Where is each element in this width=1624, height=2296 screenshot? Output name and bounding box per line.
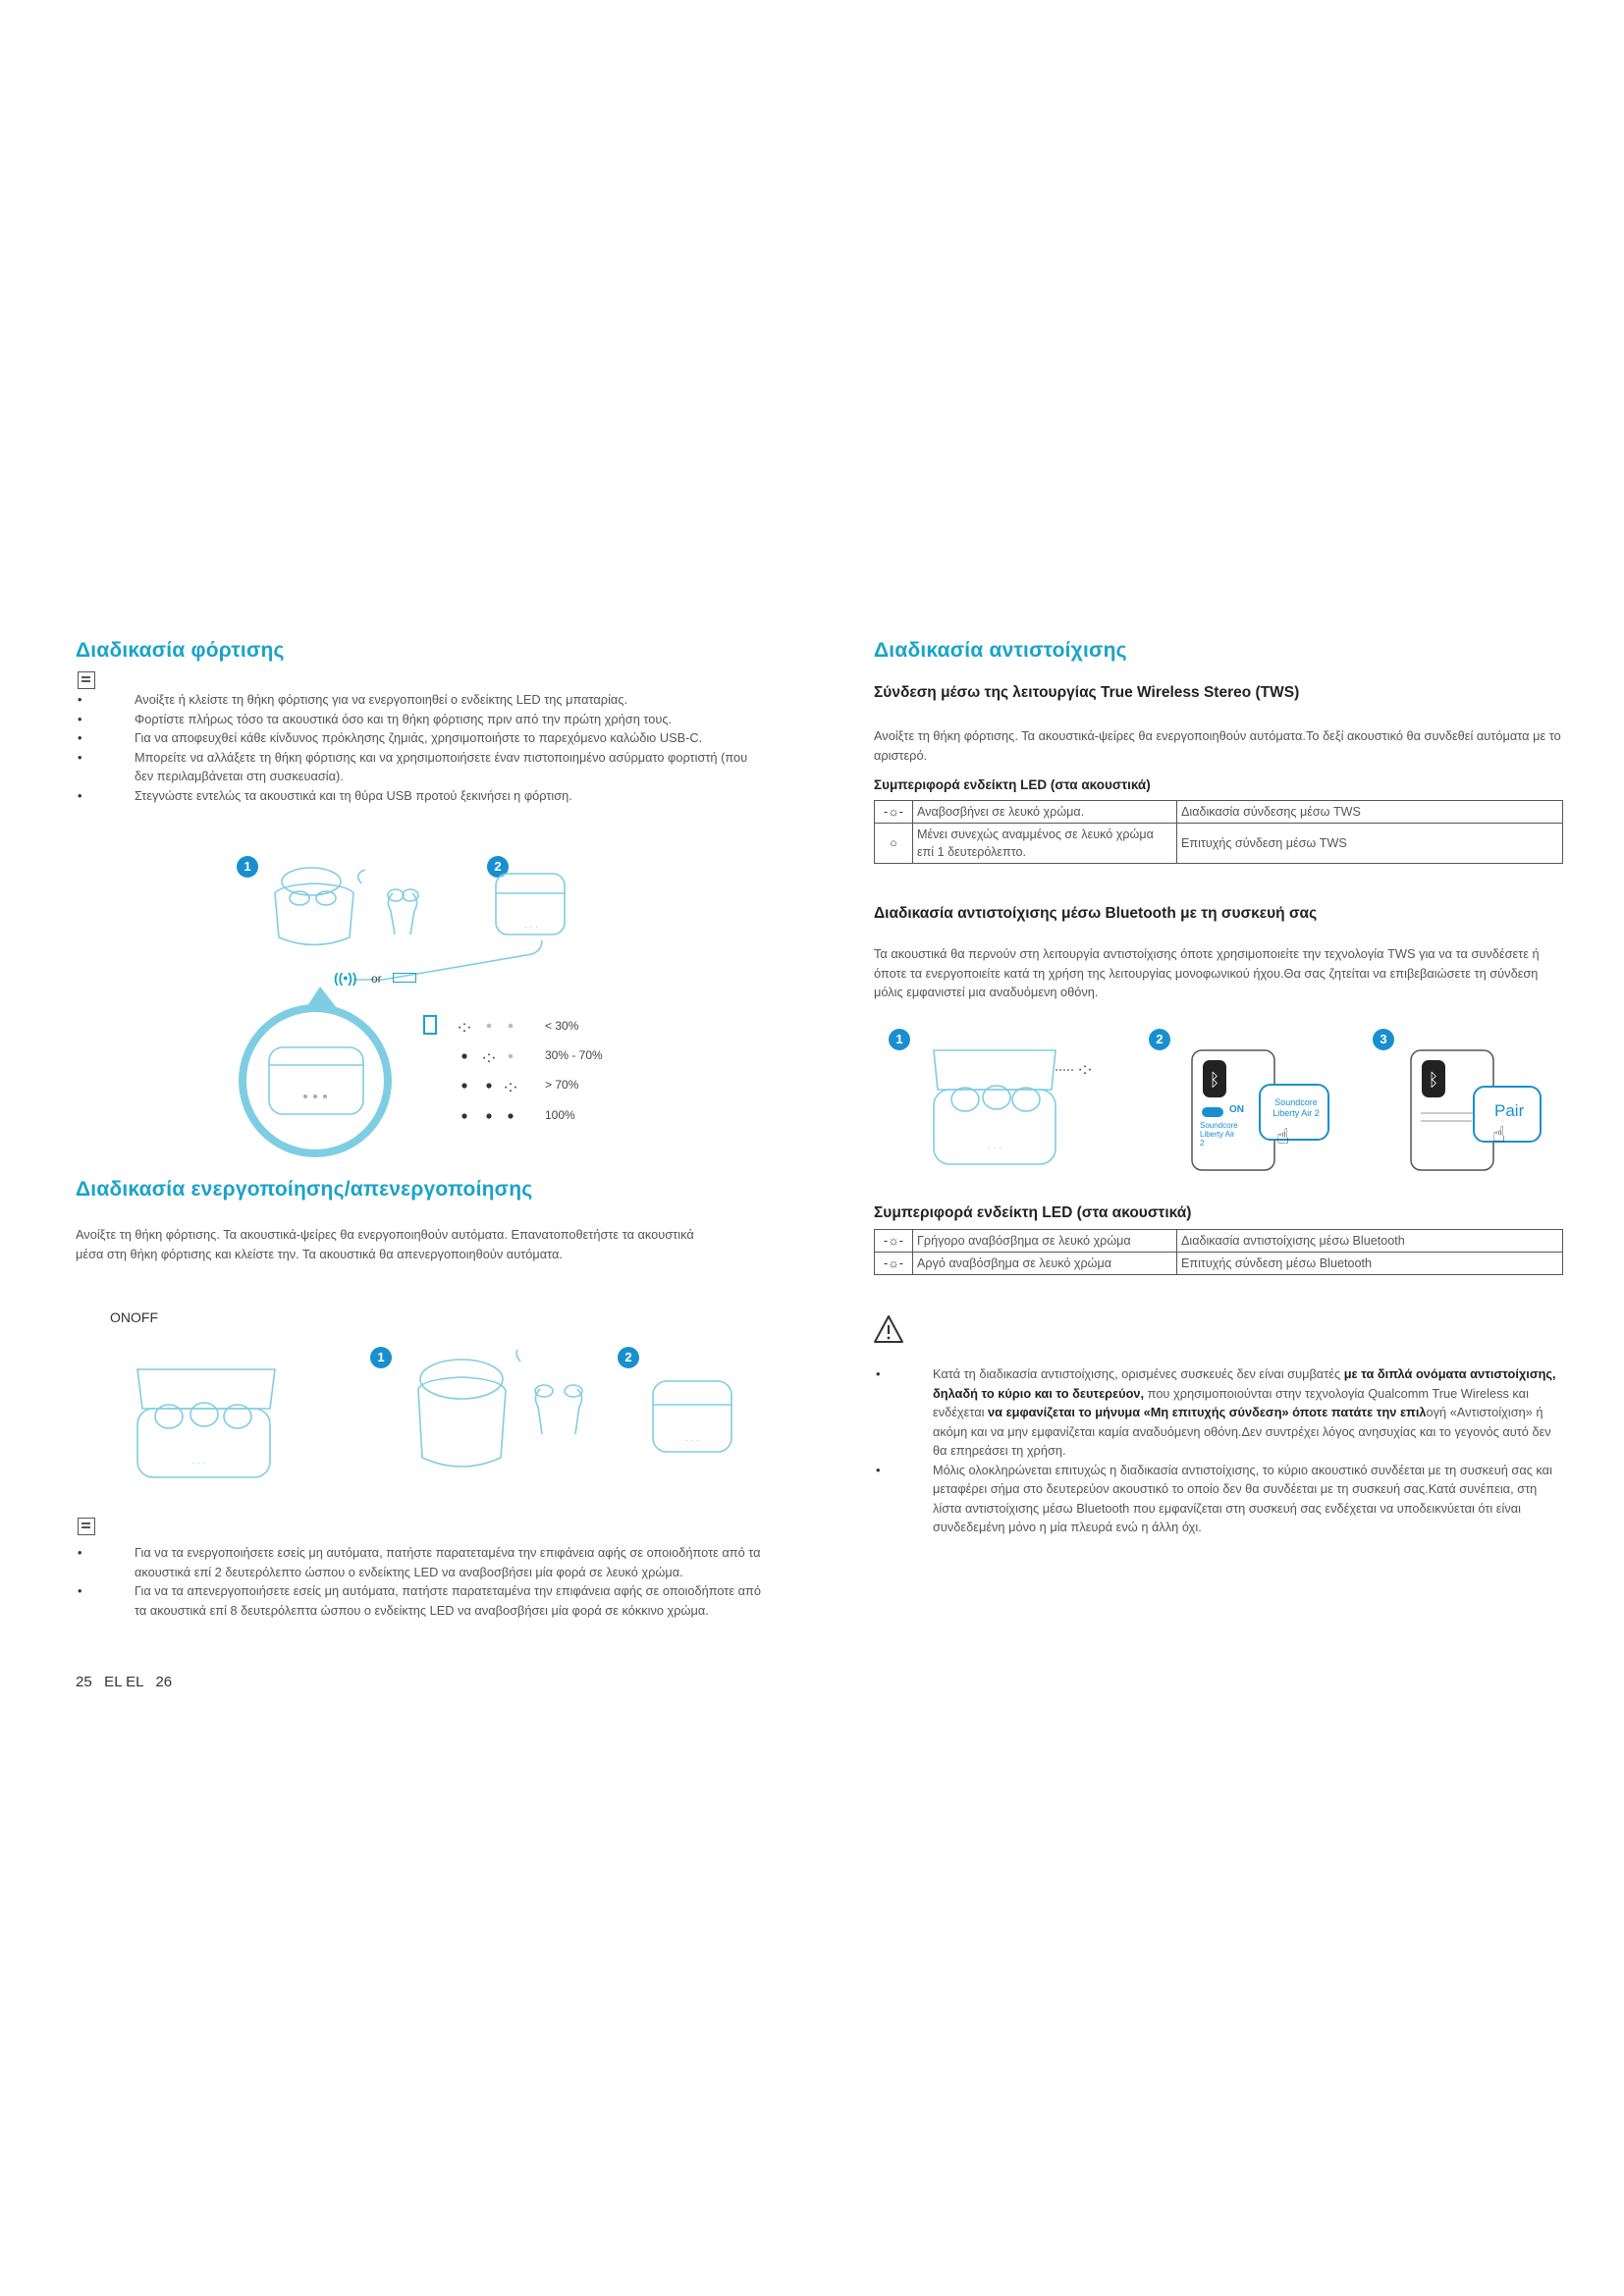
list-item [874, 1364, 1566, 1461]
onoff-label: ONOFF [110, 1309, 158, 1325]
open-case-illustration [928, 1041, 1114, 1173]
bt-step-1-badge: 1 [889, 1029, 910, 1050]
warning-text: ογή «Αντιστοίχιση» ή ακόμη και να μην εμφανίζεται καμία αναδυόμενη οθόνη.Δεν συντρέχει λόγος ανησυχίας και το γεγονός αυτό δεν θα επηρεάσει τη χρήση. [933, 1405, 1551, 1458]
table-cell: Γρήγορο αναβόσβημα σε λευκό χρώμα [913, 1230, 1177, 1253]
svg-text:·:·: ·:· [503, 1079, 518, 1095]
led-heading-2: Συμπεριφορά ενδείκτη LED (στα ακουστικά) [874, 1204, 1192, 1221]
warning-bold-text: να εμφανίζεται το μήνυμα «Μη επιτυχής σύνδεση» όποτε πατάτε την επιλ [988, 1405, 1427, 1419]
table-row [875, 801, 1563, 824]
step-1-badge: 1 [237, 856, 258, 878]
bt-step-2-badge: 2 [1149, 1029, 1170, 1050]
battery-level-4: 100% [545, 1108, 575, 1122]
table-row [875, 824, 1563, 864]
list-item: • Μόλις ολοκληρώνεται επιτυχώς η διαδικασία αντιστοίχισης, το κύριο ακουστικό συνδέεται με τη συσκευή σας και μεταφέρει σήμα στο δευτερεύον ακουστικό το οποίο δεν θα συνδέεται με τη συσκευή σας.Κατά συνέπεια, στη λίστα αντιστοίχισης μέσω Bluetooth που εμφανίζεται στη συσκευή σας ενδέχεται να υποδεικνύεται ότι είναι συνδεδεμένη μόνο η μία πλευρά ενώ η άλλη όχι. [874, 1461, 1566, 1537]
pairing-title: Διαδικασία αντιστοίχισης [874, 639, 1127, 662]
bt-heading: Διαδικασία αντιστοίχισης μέσω Bluetooth με τη συσκευή σας [874, 905, 1318, 922]
list-item: • Φορτίστε πλήρως τόσο τα ακουστικά όσο και τη θήκη φόρτισης πριν από την πρώτη χρήση τους. [76, 710, 768, 729]
pointer-hand-icon: ☝ [1492, 1122, 1506, 1147]
page-numbers: 25 EL EL 26 [76, 1674, 173, 1690]
wireless-icon: ((•)) [334, 970, 357, 986]
note-icon [78, 671, 95, 689]
led-heading-1: Συμπεριφορά ενδείκτη LED (στα ακουστικά) [874, 777, 1151, 792]
device-list-entry[interactable]: Soundcore Liberty Air 2 [1200, 1121, 1238, 1148]
battery-level-1: < 30% [545, 1019, 579, 1033]
device-name-zoomed[interactable]: Soundcore Liberty Air 2 [1272, 1097, 1320, 1118]
bluetooth-on-label: ON [1229, 1104, 1244, 1115]
power-title: Διαδικασία ενεργοποίησης/απενεργοποίησης [76, 1178, 533, 1201]
list-item: • Για να αποφευχθεί κάθε κίνδυνος πρόκλησης ζημιάς, χρησιμοποιήστε το παρεχόμενο καλώδιο USB-C. [76, 728, 768, 748]
svg-text:·:·: ·:· [1077, 1061, 1093, 1078]
onoff-illustration [128, 1350, 746, 1487]
charging-title: Διαδικασία φόρτισης [76, 639, 285, 662]
battery-led-legend [420, 1008, 538, 1126]
usb-cable-icon [393, 973, 416, 983]
tws-paragraph: Ανοίξτε τη θήκη φόρτισης. Τα ακουστικά-ψείρες θα ενεργοποιηθούν αυτόματα.Το δεξί ακουστικό θα συνδεθεί αυτόματα με το αριστερό. [874, 728, 1561, 763]
svg-text:· · ·: · · · [191, 1458, 205, 1468]
table-cell: Επιτυχής σύνδεση μέσω Bluetooth [1177, 1253, 1563, 1275]
bt-paragraph: Τα ακουστικά θα περνούν στη λειτουργία αντιστοίχισης όποτε χρησιμοποιείτε την τεχνολογία TWS για να τα συνδέσετε ή όποτε τα ενεργοποιείτε κατά τη χρήση της λειτουργίας μονοφωνικού ήχου.Θα σας ζητείται να επιβεβαιώσετε τη σύνδεση μόλις εμφανιστεί μια αναδυόμενη οθόνη. [874, 946, 1540, 999]
list-item: • Για να τα ενεργοποιήσετε εσείς μη αυτόματα, πατήστε παρατεταμένα την επιφάνεια αφής σε οποιοδήποτε από τα ακουστικά επί 2 δευτερόλεπτο ώσπου ο ενδείκτης LED να αναβοσβήσει μία φορά σε λευκό χρώμα. [76, 1543, 768, 1581]
note-icon [78, 1518, 95, 1535]
svg-text:ᛒ: ᛒ [1428, 1070, 1439, 1090]
warning-text: Κατά τη διαδικασία αντιστοίχισης, ορισμένες συσκευές δεν είναι συμβατές [933, 1366, 1344, 1381]
table-cell: Αναβοσβήνει σε λευκό χρώμα. [913, 801, 1177, 824]
table-row [875, 1230, 1563, 1253]
svg-text:·:·: ·:· [457, 1019, 472, 1036]
step-2-badge: 2 [487, 856, 509, 878]
power-bullets [76, 1543, 768, 1620]
fast-blink-icon: -☼- [875, 1230, 913, 1253]
or-label: or [371, 972, 382, 986]
table-cell: Διαδικασία σύνδεσης μέσω TWS [1177, 801, 1563, 824]
battery-level-3: > 70% [545, 1078, 579, 1092]
blink-icon: -☼- [875, 801, 913, 824]
list-item: • Για να τα απενεργοποιήσετε εσείς μη αυτόματα, πατήστε παρατεταμένα την επιφάνεια αφής σε οποιοδήποτε από τα ακουστικά επί 8 δευτερόλεπτα ώσπου ο ενδείκτης LED να αναβοσβήσει μία φορά σε κόκκινο χρώμα. [76, 1581, 768, 1620]
power-step-2-badge: 2 [618, 1347, 639, 1368]
tws-led-table [874, 800, 1563, 864]
bt-step-3-badge: 3 [1373, 1029, 1394, 1050]
warning-text: που χρησιμοποιούνται στην τεχνολογία Qualcomm True Wireless και ενδέχεται [933, 1385, 1529, 1419]
table-cell: Αργό αναβόσβημα σε λευκό χρώμα [913, 1253, 1177, 1275]
svg-text:· · ·: · · · [685, 1435, 699, 1445]
solid-led-icon: ○ [875, 824, 913, 864]
list-item: • Στεγνώστε εντελώς τα ακουστικά και τη θύρα USB προτού ξεκινήσει η φόρτιση. [76, 786, 768, 806]
power-step-1-badge: 1 [370, 1347, 392, 1368]
tws-heading: Σύνδεση μέσω της λειτουργίας True Wireless Stereo (TWS) [874, 684, 1300, 701]
warning-bold-text: με τα διπλά ονόματα αντιστοίχισης, δηλαδή το κύριο και το δευτερεύον, [933, 1366, 1556, 1401]
table-row [875, 1253, 1563, 1275]
svg-text:·:·: ·:· [481, 1049, 497, 1066]
table-cell: Επιτυχής σύνδεση μέσω TWS [1177, 824, 1563, 864]
svg-text:· · ·: · · · [988, 1143, 1001, 1152]
warning-bullets [874, 1364, 1566, 1537]
power-paragraph: Ανοίξτε τη θήκη φόρτισης. Τα ακουστικά-ψείρες θα ενεργοποιηθούν αυτόματα. Επανατοποθετήστε τα ακουστικά μέσα στη θήκη φόρτισης και κλείστε την. Τα ακουστικά θα απενεργοποιηθούν αυτόματα. [76, 1227, 694, 1261]
battery-level-2: 30% - 70% [545, 1048, 603, 1062]
svg-text:ᛒ: ᛒ [1209, 1070, 1220, 1090]
list-item: • Ανοίξτε ή κλείστε τη θήκη φόρτισης για να ενεργοποιηθεί ο ενδείκτης LED της μπαταρίας. [76, 690, 768, 710]
case-closeup-illustration [222, 987, 408, 1163]
svg-text:· · ·: · · · [524, 922, 538, 932]
bt-led-table [874, 1229, 1563, 1275]
table-cell: Μένει συνεχώς αναμμένος σε λευκό χρώμα επί 1 δευτερόλεπτο. [913, 824, 1177, 864]
warning-icon [872, 1313, 905, 1345]
slow-blink-icon: -☼- [875, 1253, 913, 1275]
list-item: • Μπορείτε να αλλάξετε τη θήκη φόρτισης και να χρησιμοποιήσετε έναν πιστοποιημένο ασύρματο φορτιστή (που δεν περιλαμβάνεται στη συσκευασία). [76, 748, 768, 786]
pair-button[interactable]: Pair [1494, 1101, 1525, 1120]
table-cell: Διαδικασία αντιστοίχισης μέσω Bluetooth [1177, 1230, 1563, 1253]
pointer-hand-icon: ☝ [1276, 1124, 1290, 1148]
charging-bullets [76, 690, 768, 805]
